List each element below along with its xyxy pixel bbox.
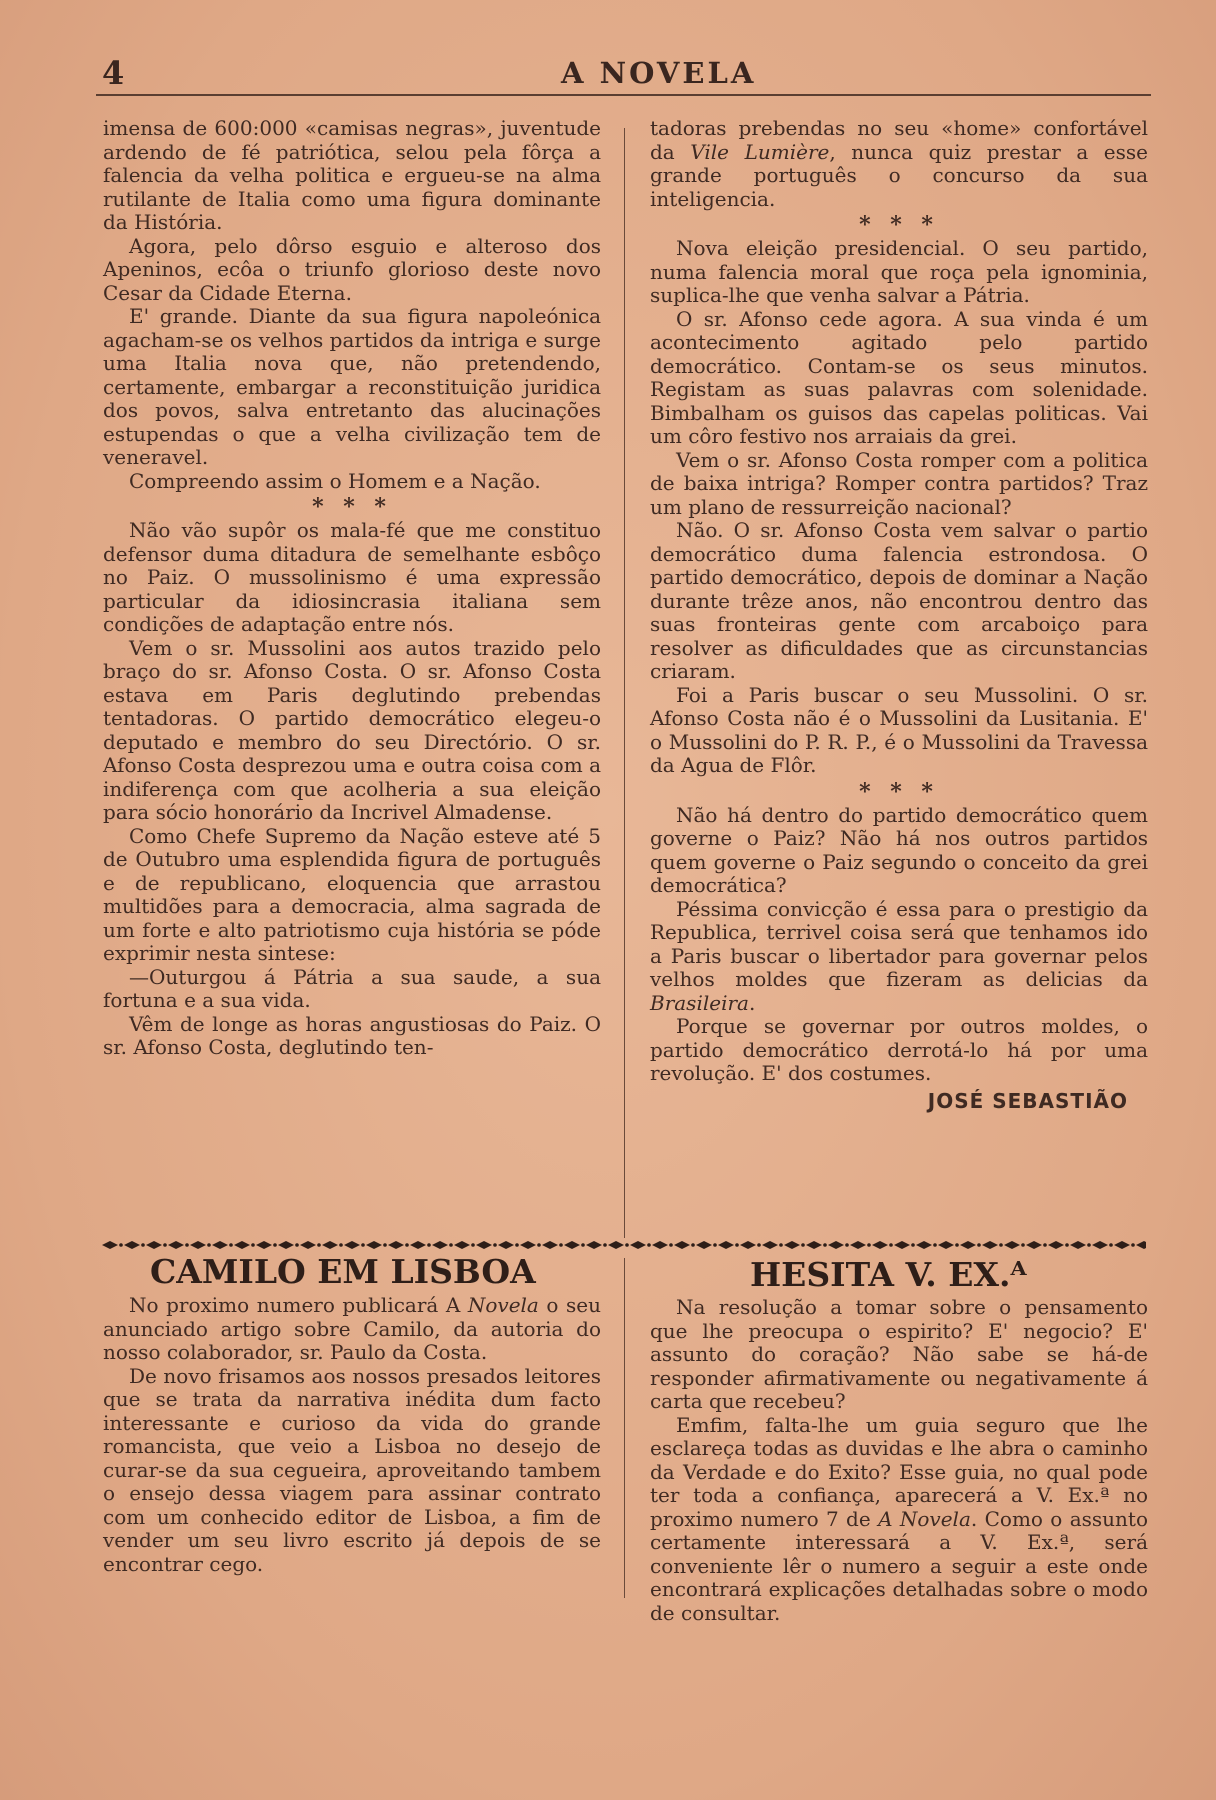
paragraph: Não vão supôr os mala-fé que me constituo defensor duma ditadura de semelhante esbôço no Paiz. O mussolinismo é uma expressão particular da idiosincrasia italiana sem condições de adaptação entre nós. (103, 518, 601, 636)
article-right-column (650, 117, 1148, 1113)
paragraph: imensa de 600:000 «camisas negras», juventude ardendo de fé patriótica, selou pela fôrça a falencia da velha politica e ergueu-se na alma rutilante de Italia como uma figura dominante da História. (103, 116, 601, 234)
text-run: . (748, 990, 756, 1015)
text-run: Péssima convicção é essa para o prestigio da Republica, terrivel coisa será que tenhamos ido a Paris buscar o libertador para governar pelos velhos moldes que fizeram as delicias da (650, 896, 1148, 991)
column-divider (624, 1258, 625, 1598)
author-signature: JOSÉ SEBASTIÃO (927, 1088, 1128, 1113)
paragraph (650, 117, 1148, 211)
text-run: . Como o assunto certamente interessará a V. Ex.ª, será conveniente lêr o numero a seguir a este onde encontrará explicações detalhadas sobre o modo de consultar. (650, 1506, 1148, 1625)
paragraph: Na resolução a tomar sobre o pensamento que lhe preocupa o espirito? E' negocio? E' assunto do coração? Não sabe se há-de responder afirmativamente ou negativamente á carta que recebeu? (650, 1295, 1148, 1413)
paragraph (103, 1294, 601, 1365)
text-run-italic: Brasileira (650, 990, 749, 1015)
section-separator: * * * (312, 494, 392, 520)
paragraph: —Outurgou á Pátria a sua saude, a sua fortuna e a sua vida. (103, 964, 601, 1012)
paragraph: Compreendo assim o Homem e a Nação. (129, 468, 541, 493)
text-run: Emfim, falta-lhe um guia seguro que lhe esclareça todas as duvidas e lhe abra o caminho da Verdade e do Exito? Esse guia, no qual pode ter toda a confiança, aparecerá a V. Ex.ª no proximo numero 7 de (650, 1412, 1148, 1531)
section-separator: * * * (859, 212, 939, 238)
paragraph: Vêm de longe as horas angustiosas do Paiz. O sr. Afonso Costa, deglutindo ten- (103, 1011, 601, 1059)
paragraph: Foi a Paris buscar o seu Mussolini. O sr. Afonso Costa não é o Mussolini da Lusitania. E' o Mussolini do P. R. P., é o Mussolini da Travessa da Agua de Flôr. (650, 682, 1148, 777)
paragraph (650, 1414, 1148, 1626)
section-separator: * * * (859, 778, 939, 805)
paragraph: Vem o sr. Afonso Costa romper com a politica de baixa intriga? Romper contra partidos? Traz um plano de ressurreição nacional? (650, 447, 1148, 519)
text-run: o seu anunciado artigo sobre Camilo, da autoria do nosso colaborador, sr. Paulo da Costa. (103, 1293, 601, 1364)
publication-title: A NOVELA (561, 56, 757, 90)
text-run-italic: Novela (467, 1293, 539, 1317)
text-run: No proximo numero publicará A (129, 1293, 468, 1317)
page-header (96, 50, 1146, 100)
paragraph: Porque se governar por outros moldes, o partido democrático derrotá-lo há por uma revolução. E' dos costumes. (650, 1014, 1148, 1085)
text-run-italic: A Novela (878, 1506, 971, 1531)
camilo-heading: CAMILO EM LISBOA (150, 1252, 536, 1291)
text-run: , nunca quiz prestar a esse grande português o concurso da sua inteligencia. (650, 139, 1148, 211)
paragraph: Agora, pelo dôrso esguio e alteroso dos Apeninos, ecôa o triunfo glorioso deste novo Cesar da Cidade Eterna. (103, 233, 601, 305)
paragraph (650, 898, 1148, 1016)
camilo-article (103, 1294, 601, 1576)
text-run-italic: Vile Lumière (690, 139, 830, 164)
page-number: 4 (102, 54, 125, 92)
ornamental-divider (102, 1238, 1146, 1252)
hesita-article (650, 1296, 1148, 1625)
paragraph: Vem o sr. Mussolini aos autos trazido pelo braço do sr. Afonso Costa. O sr. Afonso Costa estava em Paris deglutindo prebendas tentadoras. O partido democrático elegeu-o deputado e membro do seu Directório. O sr. Afonso Costa desprezou uma e outra coisa com a indiferença com que acolheria a sua eleição para sócio honorário da Incrivel Almadense. (103, 635, 601, 824)
paragraph: De novo frisamos aos nossos presados leitores que se trata da narrativa inédita dum facto interessante e curioso da vida do grande romancista, que veio a Lisboa no desejo de curar-se da sua cegueira, aproveitando tambem o ensejo dessa viagem para assinar contrato com um conhecido editor de Lisboa, a fim de vender um seu livro escrito já depois de se encontrar cego. (103, 1363, 601, 1576)
paragraph: E' grande. Diante da sua figura napoleónica agacham-se os velhos partidos da intriga e surge uma Italia nova que, não pretendendo, certamente, embargar a reconstituição juridica dos povos, salva entretanto das alucinações estupendas o que a velha civilização tem de veneravel. (103, 304, 601, 469)
hesita-heading: HESITA V. EX.ᴬ (750, 1255, 1027, 1294)
column-divider (624, 128, 625, 1238)
paragraph: O sr. Afonso cede agora. A sua vinda é um acontecimento agitado pelo partido democrático. Contam-se os seus minutos. Registam as suas palavras com solenidade. Bimbalham os guisos das capelas politicas. Vai um côro festivo nos arraiais da grei. (650, 306, 1148, 448)
paragraph: Não. O sr. Afonso Costa vem salvar o partio democrático duma falencia estrondosa. O partido democrático, depois de dominar a Nação durante trêze anos, não encontrou dentro das suas fronteiras gente com arcaboiço para resolver as dificuldades que as circunstancias criaram. (650, 518, 1148, 683)
text-run: tadoras prebendas no seu «home» confortável da (650, 116, 1148, 164)
paragraph: Não há dentro do partido democrático quem governe o Paiz? Não há nos outros partidos quem governe o Paiz segundo o conceito da grei democrática? (650, 802, 1148, 897)
paragraph: Como Chefe Supremo da Nação esteve até 5 de Outubro uma esplendida figura de português e de republicano, eloquencia que arrastou multidões para a democracia, alma sagrada de um forte e alto patriotismo cuja história se póde exprimir nesta sintese: (103, 823, 601, 965)
article-left-column (103, 117, 601, 1060)
paragraph: Nova eleição presidencial. O seu partido, numa falencia moral que roça pela ignominia, suplica-lhe que venha salvar a Pátria. (650, 236, 1148, 307)
header-rule (96, 94, 1151, 96)
